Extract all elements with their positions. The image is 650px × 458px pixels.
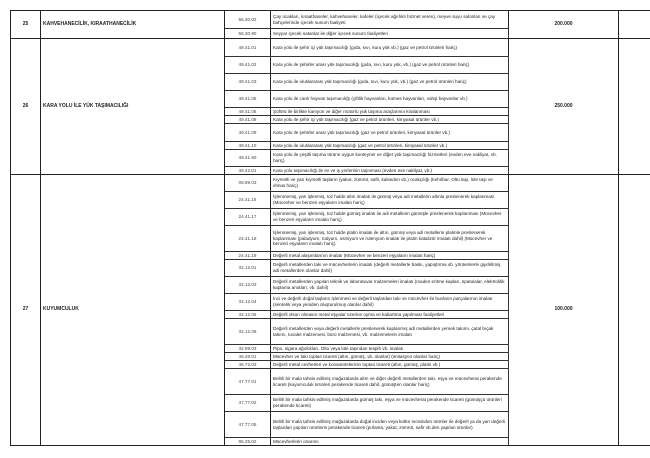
- activity-description: Kıymetli ve yarı kıymetli taşların (yakut, zümrüt, safir, kalsedon vb.) ocakçılığı (kehribar, Oltu taşı, lüle taşı ve elmas hariç): [271, 175, 509, 192]
- activity-code: 49.41.02: [225, 57, 271, 74]
- activity-description: Kara yolu ile şehirler arası yük taşımacılığı (gıda, sıvı, kuru yük, vb.) (gaz ve petrol ürünleri hariç): [271, 57, 509, 74]
- group-name: KAHVEHANECİLİK, KIRAATHANECİLİK: [41, 11, 225, 39]
- activity-code: 24.41.17: [225, 209, 271, 226]
- activity-description: Mücevher ve takı toptan ticareti (altın, gümüş, vb. olanlar) (imitasyon olanlar hariç): [271, 353, 509, 361]
- group-amount: 200.000: [509, 11, 619, 39]
- group-name: KUYUMCULUK: [41, 175, 225, 446]
- activity-description: Değerli metallerden veya değerli metallerle preslenerek kaplanmış adi metallerden yemek takımı, çatal bıçak takımı, tuvalet malzemesi, büro malzemesi, vb. malzemelerin imalatı: [271, 319, 509, 345]
- activity-description: Kara yolu ile şehir içi yük taşımacılığı (gıda, sıvı, kuru yük vb.) (gaz ve petrol ürünleri hariç): [271, 39, 509, 57]
- activity-code: 49.42.01: [225, 167, 271, 175]
- activity-code: 46.72.03: [225, 361, 271, 369]
- activity-code: 32.12.03: [225, 277, 271, 294]
- table-edge: [619, 11, 650, 39]
- activity-description: İşlenmemiş, yarı işlenmiş, toz halde altın imalatı ile gümüş veya adi metallerin altınla preslenerek kaplanması (Mücevher ve benzeri eşyaların imalatı hariç): [271, 192, 509, 209]
- table-row: [11, 175, 650, 192]
- group-amount: 250.000: [509, 39, 619, 175]
- activity-code: 49.41.01: [225, 39, 271, 57]
- activity-description: Kara yolu taşımacılığı ile ev ve iş yerlerinin taşınması (evden eve nakliyat, vb.): [271, 167, 509, 175]
- activity-code: 49.41.06: [225, 108, 271, 116]
- activity-code: 49.41.10: [225, 142, 271, 150]
- activity-code: 32.12.04: [225, 294, 271, 311]
- activity-code: 47.77.05: [225, 412, 271, 438]
- activity-description: Belirli bir mala tahsis edilmiş mağazalarda doğal inciden veya kültür incisinden ürünler ile değerli ya da yarı değerli taşlardan yapılan ürünlerin perakende ticareti (pırlanta, yakut, zümrüt, safir vb.den yapılan ürünler): [271, 412, 509, 438]
- activity-code: 32.12.01: [225, 260, 271, 277]
- activity-description: Seyyar içecek satanlar ile diğer içecek sunum faaliyetleri: [271, 29, 509, 39]
- activity-code: 49.41.03: [225, 74, 271, 91]
- group-number: 25: [11, 11, 41, 39]
- activity-description: Kara yolu ile çeşitli taşıma türüne uygun konteyner ve diğer yük taşımacılığı hizmetleri (evden eve nakliyat, vb. hariç): [271, 150, 509, 167]
- activity-code: 49.41.08: [225, 116, 271, 124]
- activity-code: 32.12.06: [225, 311, 271, 319]
- activity-description: İşlenmemiş, yarı işlenmiş, toz halde platin imalatı ile altın, gümüş veya adi metallerin platinle preslenerek kaplanması (paladyum, rodyum, osmiyum ve rutenyum imalatı ile platin katalizör imalatı dahil) (Mücevher ve benzeri eşyaların imalatı hariç): [271, 226, 509, 252]
- activity-description: Çay ocakları, kıraathaneler, kahvehaneler, kafeler (içecek ağırlıklı hizmet veren), meyve suyu salonları ve çay bahçelerinde içecek sunum faaliyeti: [271, 11, 509, 29]
- activity-code: 08.99.03: [225, 175, 271, 192]
- activity-description: Belirli bir mala tahsis edilmiş mağazalarda gümüş takı, eşya ve mücevherat perakende ticareti (gümüşçü ürünleri perakende ticareti): [271, 395, 509, 412]
- group-number: 27: [11, 175, 41, 446]
- activity-description: Şoförü ile birlikte kamyon ve diğer motorlu yük taşıma araçlarının kiralanması: [271, 108, 509, 116]
- activity-description: Kara yolu ile canlı hayvan taşımacılığı (çiftlik hayvanları, kümes hayvanları, vahşi hayvanlar vb.): [271, 91, 509, 108]
- activity-description: Değerli metallerden takı ve mücevherlerin imalatı (değerli metallerle baskı, yapıştırma vb. yöntemlerle giydirilmiş adi metallerden olanlar dahil): [271, 260, 509, 277]
- activity-code: 24.41.19: [225, 252, 271, 260]
- activity-code: 56.30.90: [225, 29, 271, 39]
- activity-code: 56.30.02: [225, 11, 271, 29]
- activity-code: 32.99.03: [225, 345, 271, 353]
- group-number: 26: [11, 39, 41, 175]
- table-row: [11, 39, 650, 57]
- activity-description: Kara yolu ile şehirler arası yük taşımacılığı (gaz ve petrol ürünleri, kimyasal ürünler vb.): [271, 124, 509, 142]
- activity-code: 46.48.01: [225, 353, 271, 361]
- activity-description: Değerli metallerden yapılan teknik ve laboratuvar malzemeleri imalatı (maden eritme kapları, spatulalar, elektrolitik kaplama anotları, vb. dahil): [271, 277, 509, 294]
- activity-description: Kara yolu ile şehir içi yük taşımacılığı (gaz ve petrol ürünleri, kimyasal ürünler vb.): [271, 116, 509, 124]
- activity-code: 32.12.08: [225, 319, 271, 345]
- activity-code: 49.41.90: [225, 150, 271, 167]
- activity-description: Kara yolu ile uluslararası yük taşımacılığı (gaz ve petrol ürünleri, kimyasal ürünler vb.): [271, 142, 509, 150]
- activity-description: Değerli metal alaşımlarının imalatı (Mücevher ve benzeri eşyaların imalatı hariç): [271, 252, 509, 260]
- activity-description: Değerli metal cevherleri ve konsantrelerinin toptan ticareti (altın, gümüş, platin vb.): [271, 361, 509, 369]
- table-row: [11, 11, 650, 29]
- activity-description: Belirli bir mala tahsis edilmiş mağazalarda altın ve diğer değerli metallerden takı, eşya ve mücevherat perakende ticareti (kuyumculuk ürünleri perakende ticareti dahil, gümüşten olanlar hariç): [271, 369, 509, 395]
- activity-code: 47.77.02: [225, 395, 271, 412]
- table-edge: [619, 39, 650, 175]
- group-amount: 100.000: [509, 175, 619, 446]
- activity-code: 49.41.05: [225, 91, 271, 108]
- activity-code: 95.25.02: [225, 438, 271, 446]
- activity-description: Değerli olsun olmasın metal eşyalar üzerine oyma ve kabartma yapılması faaliyetleri: [271, 311, 509, 319]
- activity-description: Pipo, sigara ağızlıkları, Oltu veya lüle taşından tespih vb. imalatı: [271, 345, 509, 353]
- activity-description: Mücevherlerin onarımı: [271, 438, 509, 446]
- activity-description: Kara yolu ile uluslararası yük taşımacılığı (gıda, sıvı, kuru yük, vb.) (gaz ve petrol ürünleri hariç): [271, 74, 509, 91]
- activity-code: 24.41.18: [225, 226, 271, 252]
- activity-description: İnci ve değerli doğal taşların işlenmesi ve değerli taşlardan takı ve mücevher ile bunların parçalarının imalatı (sentetik veya yeniden oluşturulmuş olanlar dahil): [271, 294, 509, 311]
- activity-code: 24.41.16: [225, 192, 271, 209]
- activity-description: İşlenmemiş, yarı işlenmiş, toz halde gümüş imalatı ile adi metallerin gümüşle preslenerek kaplanması (Mücevher ve benzeri eşyaların imalatı hariç): [271, 209, 509, 226]
- activity-code: 47.77.01: [225, 369, 271, 395]
- group-name: KARA YOLU İLE YÜK TAŞIMACILIĞI: [41, 39, 225, 175]
- activity-code: 49.41.09: [225, 124, 271, 142]
- activity-fee-table: [10, 10, 650, 446]
- table-edge: [619, 175, 650, 446]
